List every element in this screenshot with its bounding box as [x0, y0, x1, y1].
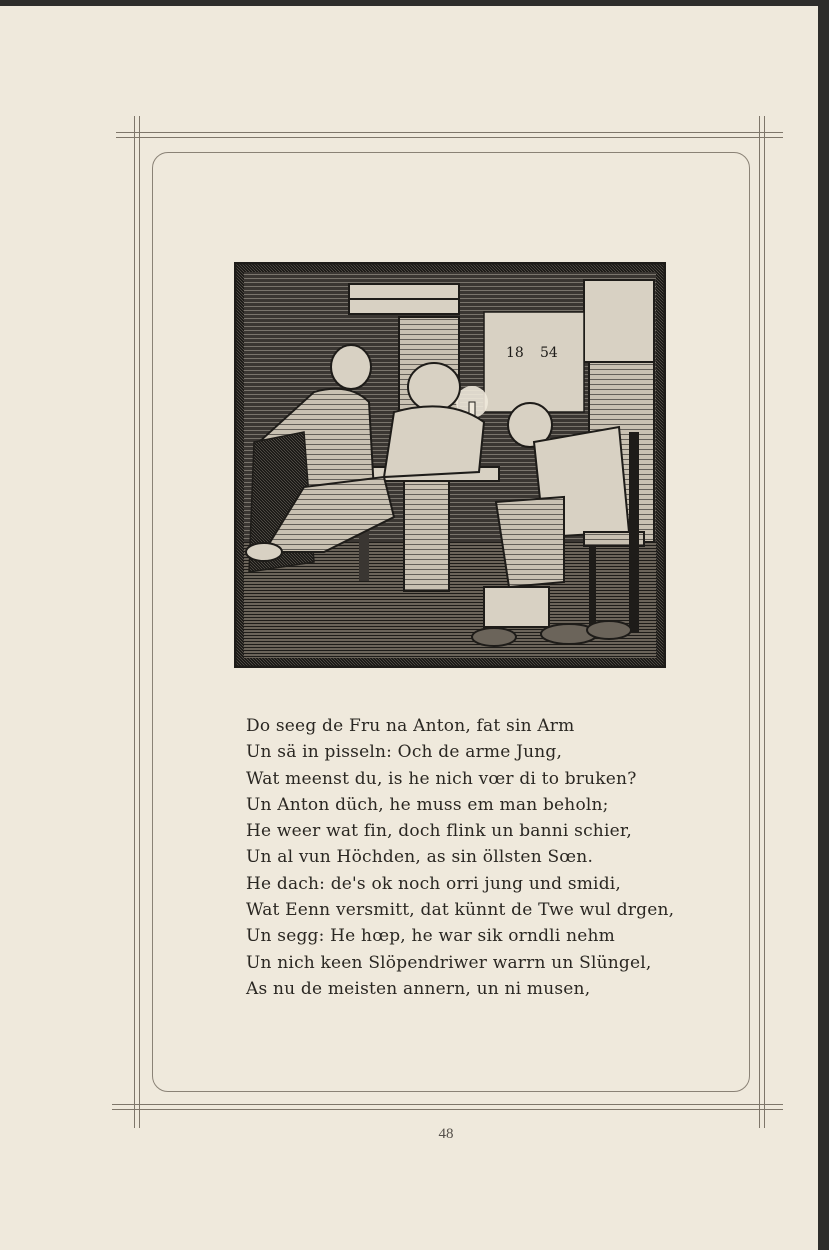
poem-line: He weer wat fin, doch flink un banni schier,	[246, 821, 632, 842]
poem-line: As nu de meisten annern, un ni musen,	[246, 978, 591, 999]
poem-line: Wat meenst du, is he nich vœr di to bruken?	[246, 768, 637, 789]
poem-line: Wat Eenn versmitt, dat künnt de Twe wul drgen,	[246, 900, 675, 921]
frame-left-line-1	[134, 116, 135, 1128]
page-number: 48	[438, 1126, 454, 1142]
poem-line: Un nich keen Slöpendriwer warrn un Slüngel,	[246, 952, 652, 973]
poem-line: Un segg: He hœp, he war sik orndli nehm	[246, 926, 615, 947]
frame-left-line-2	[139, 116, 140, 1128]
wall-date-left: 18	[506, 345, 524, 361]
poem-line: Un sä in pisseln: Och de arme Jung,	[246, 742, 563, 763]
poem-line: Do seeg de Fru na Anton, fat sin Arm	[246, 716, 575, 736]
poem-line: He dach: de's ok noch orri jung und smidi,	[246, 873, 622, 894]
frame-bottom-line-2	[112, 1109, 783, 1110]
wall-date-right: 54	[540, 345, 558, 361]
woodcut-illustration	[234, 262, 666, 668]
woodcut-svg	[234, 262, 666, 668]
poem-line: Un al vun Höchden, as sin öllsten Sœn.	[246, 847, 594, 868]
book-page	[0, 6, 818, 1250]
frame-top-line-2	[116, 137, 783, 138]
frame-right-line-1	[759, 116, 760, 1128]
poem-block	[246, 713, 675, 1002]
poem-line: Un Anton düch, he muss em man beholn;	[246, 794, 609, 815]
frame-right-line-2	[764, 116, 765, 1128]
frame-top-line-1	[116, 132, 783, 133]
frame-bottom-line-1	[112, 1104, 783, 1105]
